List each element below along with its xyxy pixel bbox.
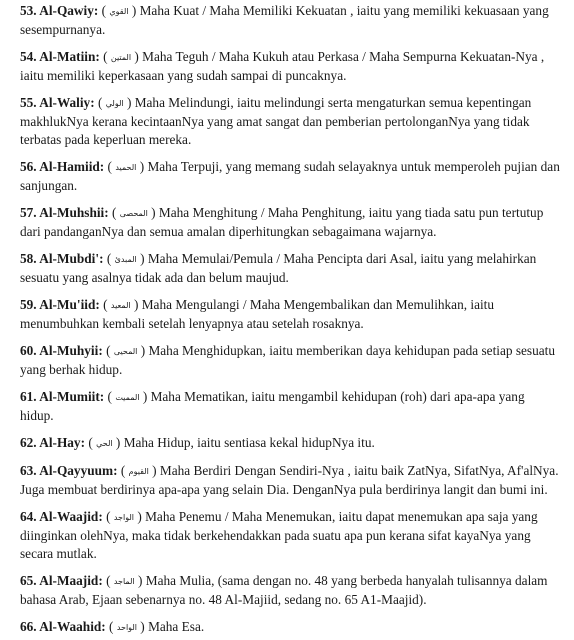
entry-name: Al-Qayyuum — [39, 463, 114, 478]
entry-60: 60. Al-Muhyii: ( المحيى ) Maha Menghidupkan, iaitu memberikan daya kehidupan pada setiap sesuatu yang berhak hidup. — [20, 343, 555, 377]
entry-text: Maha Memulai/Pemula / Maha Pencipta dari Asal, iaitu yang melahirkan sesuatu yang asalnya tidak ada dan belum maujud. — [20, 251, 537, 285]
entry-heading: 64. Al-Waajid: — [20, 509, 103, 524]
entry-65: 65. Al-Maajid: ( الماجد ) Maha Mulia, (sama dengan no. 48 yang berbeda hanyalah tulisannya dalam bahasa Arab, Ejaan sebenarnya no. 48 Al-Majiid, sedang no. 65 A1-Maajid). — [20, 573, 548, 607]
entry-text: Maha Penemu / Maha Menemukan, iaitu dapat menemukan apa saja yang diinginkan olehNya, maka tidak berkehendakkan pada suatu apa pun kerana sifat kayaNya yang secara mutlak. — [20, 509, 538, 561]
entry-arabic: المحيى — [113, 347, 138, 356]
entry-number: 66. — [20, 619, 37, 634]
entry-arabic: الواحد — [116, 623, 137, 632]
entry-text: Maha Kuat / Maha Memiliki Kekuatan , iaitu yang memiliki kekuasaan yang sesempurnanya. — [20, 3, 549, 37]
entry-text: Maha Teguh / Maha Kukuh atau Perkasa / Maha Sempurna Kekuatan-Nya , iaitu memiliki keperkasaan yang sudah sampai di puncaknya. — [20, 49, 545, 83]
entry-name: Al-Waliy — [39, 95, 91, 110]
entry-number: 64. — [20, 509, 37, 524]
entry-name: Al-Mu'iid — [39, 297, 96, 312]
entry-59: 59. Al-Mu'iid: ( المعيد ) Maha Mengulangi / Maha Mengembalikan dan Memulihkan, iaitu menumbuhkan kembali setelah lenyapnya atau setelah rosaknya. — [20, 297, 495, 331]
entry-arabic: المحصى — [119, 209, 148, 218]
entry-arabic: المبدئ — [114, 255, 137, 264]
entry-number: 54. — [20, 49, 37, 64]
entry-name: Al-Mubdi' — [39, 251, 100, 266]
entry-number: 62. — [20, 435, 37, 450]
entry-arabic: المميت — [115, 393, 140, 402]
entry-62: 62. Al-Hay: ( الحي ) Maha Hidup, iaitu sentiasa kekal hidupNya itu. — [20, 435, 375, 450]
entry-name: Al-Hamiid — [39, 159, 100, 174]
entry-55: 55. Al-Waliy: ( الولي ) Maha Melindungi, iaitu melindungi serta mengaturkan semua kepentingan makhlukNya kerana kecintaanNya yang amat sangat dan pemberian pertolonganNya yang tidak terbatas pada keperluan mereka. — [20, 95, 532, 147]
entry-text: Maha Esa. — [148, 619, 205, 634]
entry-heading: 65. Al-Maajid: — [20, 573, 103, 588]
entry-name: Al-Muhyii — [39, 343, 99, 358]
entry-heading: 55. Al-Waliy: — [20, 95, 95, 110]
entry-61: 61. Al-Mumiit: ( المميت ) Maha Mematikan, iaitu mengambil kehidupan (roh) dari apa-apa yang hidup. — [20, 389, 525, 423]
entry-text: Maha Mengulangi / Maha Mengembalikan dan Memulihkan, iaitu menumbuhkan kembali setelah lenyapnya atau setelah rosaknya. — [20, 297, 495, 331]
entry-66: 66. Al-Waahid: ( الواحد ) Maha Esa. — [20, 619, 205, 634]
entry-heading: 61. Al-Mumiit: — [20, 389, 105, 404]
entry-text: Maha Mematikan, iaitu mengambil kehidupan (roh) dari apa-apa yang hidup. — [20, 389, 525, 423]
entry-heading: 53. Al-Qawiy: — [20, 3, 99, 18]
entry-heading: 58. Al-Mubdi': — [20, 251, 104, 266]
entry-heading: 54. Al-Matiin: — [20, 49, 100, 64]
entry-heading: 59. Al-Mu'iid: — [20, 297, 100, 312]
entry-heading: 63. Al-Qayyuum: — [20, 463, 118, 478]
entry-number: 55. — [20, 95, 37, 110]
entry-64: 64. Al-Waajid: ( الواجد ) Maha Penemu / Maha Menemukan, iaitu dapat menemukan apa saja yang diinginkan olehNya, maka tidak berkehendakkan pada suatu apa pun kerana sifat kayaNya yang secara mutlak. — [20, 509, 538, 561]
entry-name: Al-Mumiit — [39, 389, 100, 404]
entry-heading: 57. Al-Muhshii: — [20, 205, 109, 220]
entry-number: 56. — [20, 159, 37, 174]
entry-name: Al-Matiin — [39, 49, 96, 64]
entry-text: Maha Terpuji, yang memang sudah selayaknya untuk memperoleh pujian dan sanjungan. — [20, 159, 560, 193]
entry-text: Maha Berdiri Dengan Sendiri-Nya , iaitu baik ZatNya, SifatNya, Af'alNya. Juga membuat berdirinya apa-apa yang selain Dia. DenganNya pula berdirinya langit dan bumi ini. — [20, 463, 559, 497]
entry-heading: 62. Al-Hay: — [20, 435, 86, 450]
entry-arabic: المعيد — [110, 301, 131, 310]
entry-number: 53. — [20, 3, 37, 18]
entry-text: Maha Mulia, (sama dengan no. 48 yang berbeda hanyalah tulisannya dalam bahasa Arab, Ejaan sebenarnya no. 48 Al-Majiid, sedang no. 65 A1-Maajid). — [20, 573, 548, 607]
entry-name: Al-Qawiy — [39, 3, 94, 18]
entry-number: 58. — [20, 251, 37, 266]
entry-name: Al-Maajid — [39, 573, 99, 588]
entry-text: Maha Menghidupkan, iaitu memberikan daya kehidupan pada setiap sesuatu yang berhak hidup. — [20, 343, 555, 377]
entry-63: 63. Al-Qayyuum: ( القيوم ) Maha Berdiri Dengan Sendiri-Nya , iaitu baik ZatNya, SifatNya, Af'alNya. Juga membuat berdirinya apa-apa yang selain Dia. DenganNya pula berdirinya langit dan bumi ini. — [20, 463, 559, 497]
entry-arabic: الماجد — [113, 577, 135, 586]
entry-name: Al-Waajid — [39, 509, 99, 524]
entry-text: Maha Hidup, iaitu sentiasa kekal hidupNya itu. — [123, 435, 375, 450]
entry-54: 54. Al-Matiin: ( المتين ) Maha Teguh / Maha Kukuh atau Perkasa / Maha Sempurna Kekuatan-Nya , iaitu memiliki keperkasaan yang sudah sampai di puncaknya. — [20, 49, 545, 83]
entry-arabic: القيوم — [128, 467, 149, 476]
entry-text: Maha Melindungi, iaitu melindungi serta mengaturkan semua kepentingan makhlukNya kerana kecintaanNya yang amat sangat dan pemberian pertolonganNya yang tidak terbatas pada keperluan mereka. — [20, 95, 532, 147]
entry-58: 58. Al-Mubdi': ( المبدئ ) Maha Memulai/Pemula / Maha Pencipta dari Asal, iaitu yang melahirkan sesuatu yang asalnya tidak ada dan belum maujud. — [20, 251, 537, 285]
entry-number: 59. — [20, 297, 37, 312]
entry-arabic: الواجد — [113, 513, 135, 522]
entry-number: 57. — [20, 205, 37, 220]
entry-56: 56. Al-Hamiid: ( الحميد ) Maha Terpuji, yang memang sudah selayaknya untuk memperoleh pujian dan sanjungan. — [20, 159, 560, 193]
entry-arabic: الحميد — [115, 163, 137, 172]
entry-number: 61. — [20, 389, 37, 404]
entry-text: Maha Menghitung / Maha Penghitung, iaitu yang tiada satu pun tertutup dari pandanganNya dan semua amalan diperhitungkan sebagaimana wajarnya. — [20, 205, 544, 239]
entry-arabic: المتين — [110, 53, 132, 62]
entry-heading: 66. Al-Waahid: — [20, 619, 106, 634]
entry-number: 65. — [20, 573, 37, 588]
entry-name: Al-Muhshii — [39, 205, 105, 220]
entry-57: 57. Al-Muhshii: ( المحصى ) Maha Menghitung / Maha Penghitung, iaitu yang tiada satu pun tertutup dari pandanganNya dan semua amalan diperhitungkan sebagaimana wajarnya. — [20, 205, 544, 239]
entry-name: Al-Hay — [39, 435, 81, 450]
entry-heading: 56. Al-Hamiid: — [20, 159, 105, 174]
entry-name: Al-Waahid — [39, 619, 102, 634]
entry-arabic: القوي — [109, 7, 129, 16]
entry-arabic: الحي — [96, 439, 113, 448]
entry-heading: 60. Al-Muhyii: — [20, 343, 103, 358]
entry-arabic: الولي — [105, 99, 124, 108]
entry-number: 60. — [20, 343, 37, 358]
entry-53: 53. Al-Qawiy: ( القوي ) Maha Kuat / Maha Memiliki Kekuatan , iaitu yang memiliki kekuasaan yang sesempurnanya. — [20, 3, 549, 37]
entry-number: 63. — [20, 463, 37, 478]
